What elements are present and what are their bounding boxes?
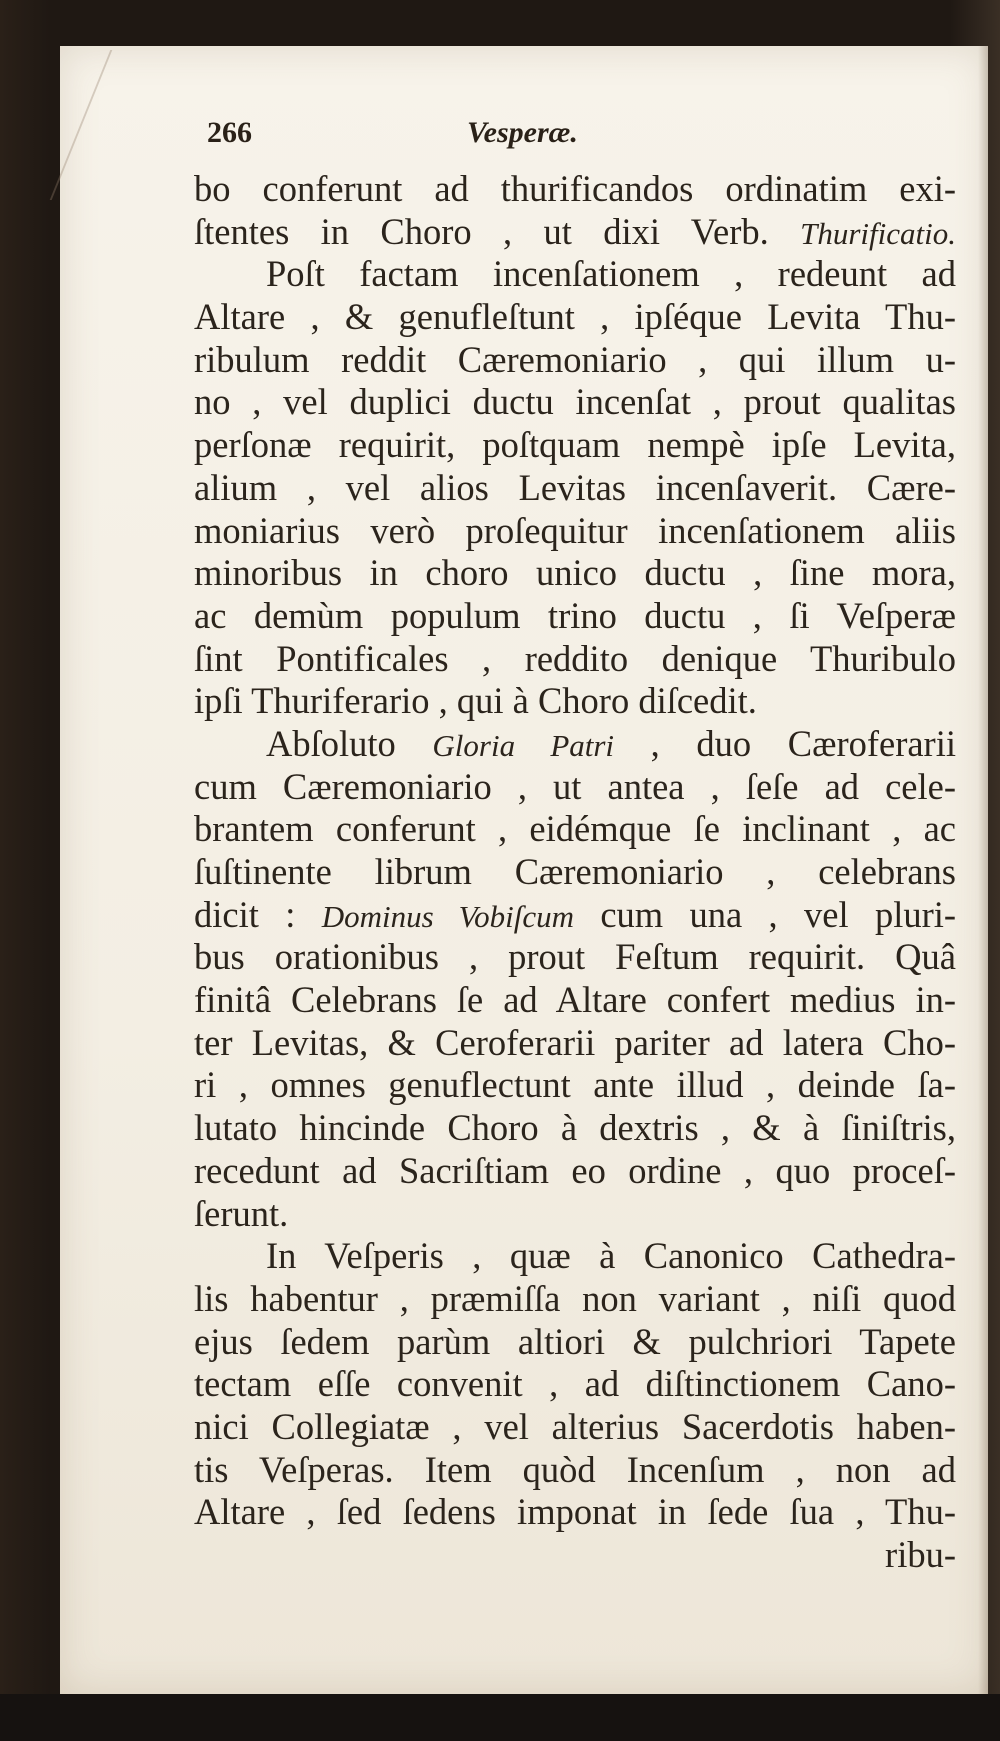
text-line: cum Cæremoniario , ut antea , ſeſe ad cele- [194, 765, 956, 807]
text-line: Abſoluto Gloria Patri , duo Cæroferarii [266, 722, 956, 764]
text-line: nici Collegiatæ , vel alterius Sacerdotis haben- [194, 1405, 956, 1447]
page-number: 266 [207, 116, 252, 149]
text-line: Altare , ſed ſedens imponat in ſede ſua , Thu- [194, 1491, 956, 1533]
text-line: no , vel duplici ductu incenſat , prout qualitas [194, 381, 956, 423]
text-line: minoribus in choro unico ductu , ſine mora, [194, 552, 956, 594]
scan-bottom-border [0, 1694, 1000, 1741]
text-line: ſtentes in Choro , ut dixi Verb. Thurificatio. [194, 210, 956, 252]
text-line: ter Levitas, & Ceroferarii pariter ad latera Cho- [194, 1021, 956, 1063]
text-line: lutato hincinde Choro à dextris , & à ſiniſtris, [194, 1107, 956, 1149]
catchword: ribu- [885, 1534, 956, 1575]
text-line: finitâ Celebrans ſe ad Altare confert medius in- [194, 979, 956, 1021]
text-line: tis Veſperas. Item quòd Incenſum , non ad [194, 1448, 956, 1490]
text-line: Altare , & genufleſtunt , ipſéque Levita Thu- [194, 296, 956, 338]
text-line: ſint Pontificales , reddito denique Thuribulo [194, 637, 956, 679]
text-line: ejus ſedem parùm altiori & pulchriori Tapete [194, 1320, 956, 1362]
text-line: brantem conferunt , eidémque ſe inclinant , ac [194, 808, 956, 850]
text-line: In Veſperis , quæ à Canonico Cathedra- [266, 1235, 956, 1277]
text-line: Poſt factam incenſationem , redeunt ad [266, 253, 956, 295]
text-line: recedunt ad Sacriſtiam eo ordine , quo proceſ- [194, 1149, 956, 1191]
body-text [194, 168, 956, 1577]
text-line: ac demùm populum trino ductu , ſi Veſperæ [194, 594, 956, 636]
text-line: ſerunt. [194, 1192, 289, 1234]
text-line: lis habentur , præmiſſa non variant , niſi quod [194, 1277, 956, 1319]
text-line: moniarius verò proſequitur incenſationem aliis [194, 509, 956, 551]
text-line: bus orationibus , prout Feſtum requirit. Quâ [194, 936, 956, 978]
text-line: ri , omnes genuflectunt ante illud , deinde ſa- [194, 1064, 956, 1106]
text-line: alium , vel alios Levitas incenſaverit. Cære- [194, 466, 956, 508]
page-edge-shadow [978, 46, 988, 1694]
text-line: ribulum reddit Cæremoniario , qui illum u- [194, 338, 956, 380]
running-head: Vesperæ. [467, 116, 578, 149]
text-line: ſuſtinente librum Cæremoniario , celebrans [194, 851, 956, 892]
text-line: ipſi Thuriferario , qui à Choro diſcedit. [194, 680, 757, 722]
text-line: dicit : Dominus Vobiſcum cum una , vel pluri- [194, 893, 956, 935]
text-line: tectam eſſe convenit , ad diſtinctionem Cano- [194, 1363, 956, 1405]
text-line: perſonæ requirit, poſtquam nempè ipſe Levita, [194, 424, 956, 466]
page-header [207, 116, 967, 164]
text-line: bo conferunt ad thurificandos ordinatim exi- [194, 168, 956, 209]
